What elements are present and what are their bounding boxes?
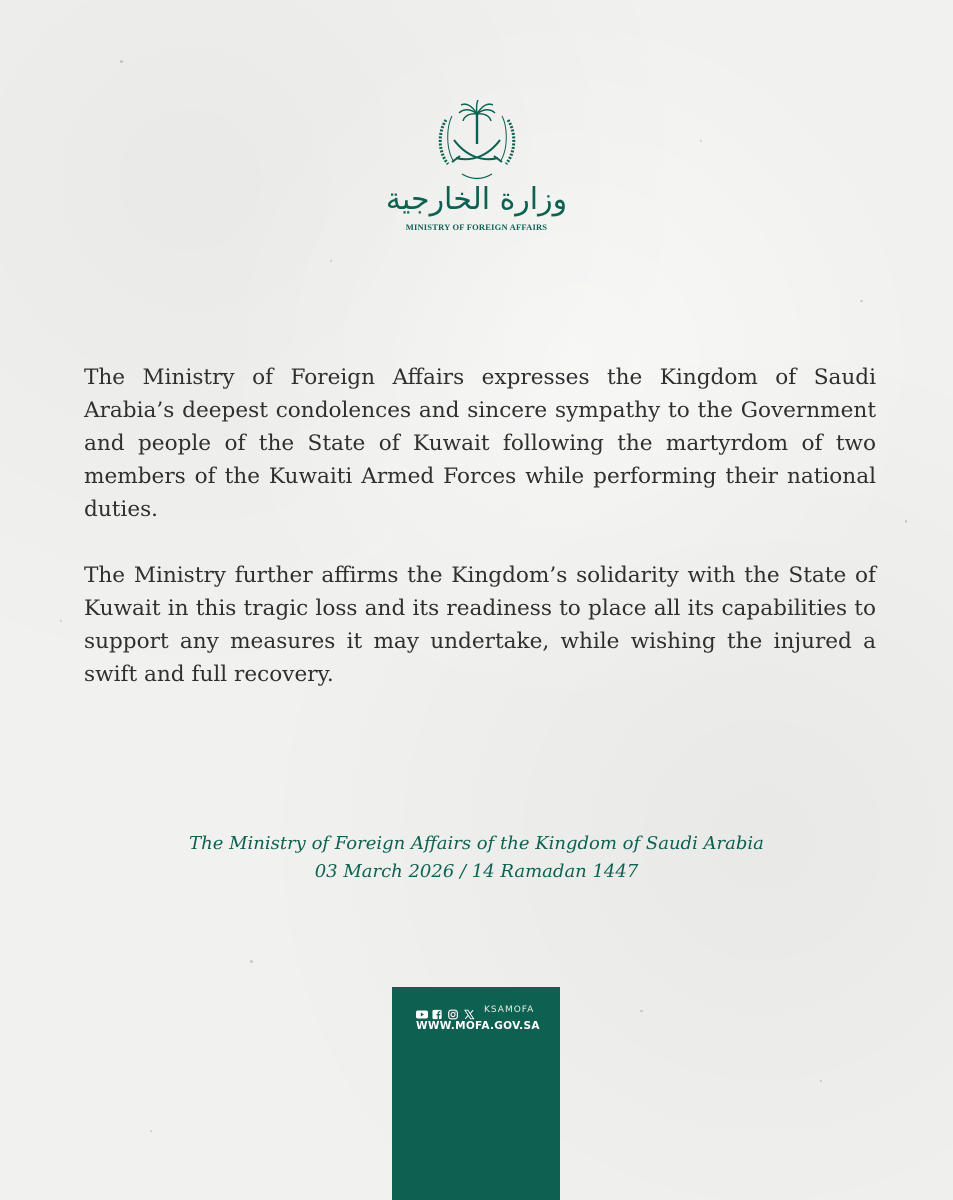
youtube-icon[interactable] — [416, 1005, 428, 1016]
signature-issuer: The Ministry of Foreign Affairs of the Kingdom of Saudi Arabia — [189, 833, 764, 854]
ministry-arabic-name: وزارة الخارجية — [385, 182, 568, 217]
ministry-logo — [0, 100, 953, 240]
social-icons-row — [416, 1003, 534, 1017]
statement-paragraph-1: The Ministry of Foreign Affairs expresses the Kingdom of Saudi Arabia’s deepest condolences and sincere sympathy to the Government and people of the State of Kuwait following the martyrdom of two members of the Kuwaiti Armed Forces while performing their national duties. — [84, 365, 876, 522]
statement-paragraph-2: The Ministry further affirms the Kingdom’s solidarity with the State of Kuwait in this tragic loss and its readiness to place all its capabilities to support any measures it may undertake, while wishing the injured a swift and full recovery. — [84, 563, 876, 687]
signature-date: 03 March 2026 / 14 Ramadan 1447 — [314, 861, 639, 882]
statement-body — [84, 361, 876, 691]
website-link[interactable]: WWW.MOFA.GOV.SA — [416, 1020, 540, 1032]
facebook-icon[interactable] — [432, 1005, 444, 1016]
social-handle: KSAMOFA — [484, 1005, 535, 1015]
signature-block — [0, 830, 953, 886]
ministry-english-name: MINISTRY OF FOREIGN AFFAIRS — [405, 222, 548, 232]
x-icon[interactable] — [464, 1005, 476, 1016]
saudi-emblem-icon — [432, 100, 522, 182]
footer-contact-block — [392, 987, 560, 1200]
instagram-icon[interactable] — [448, 1005, 460, 1016]
